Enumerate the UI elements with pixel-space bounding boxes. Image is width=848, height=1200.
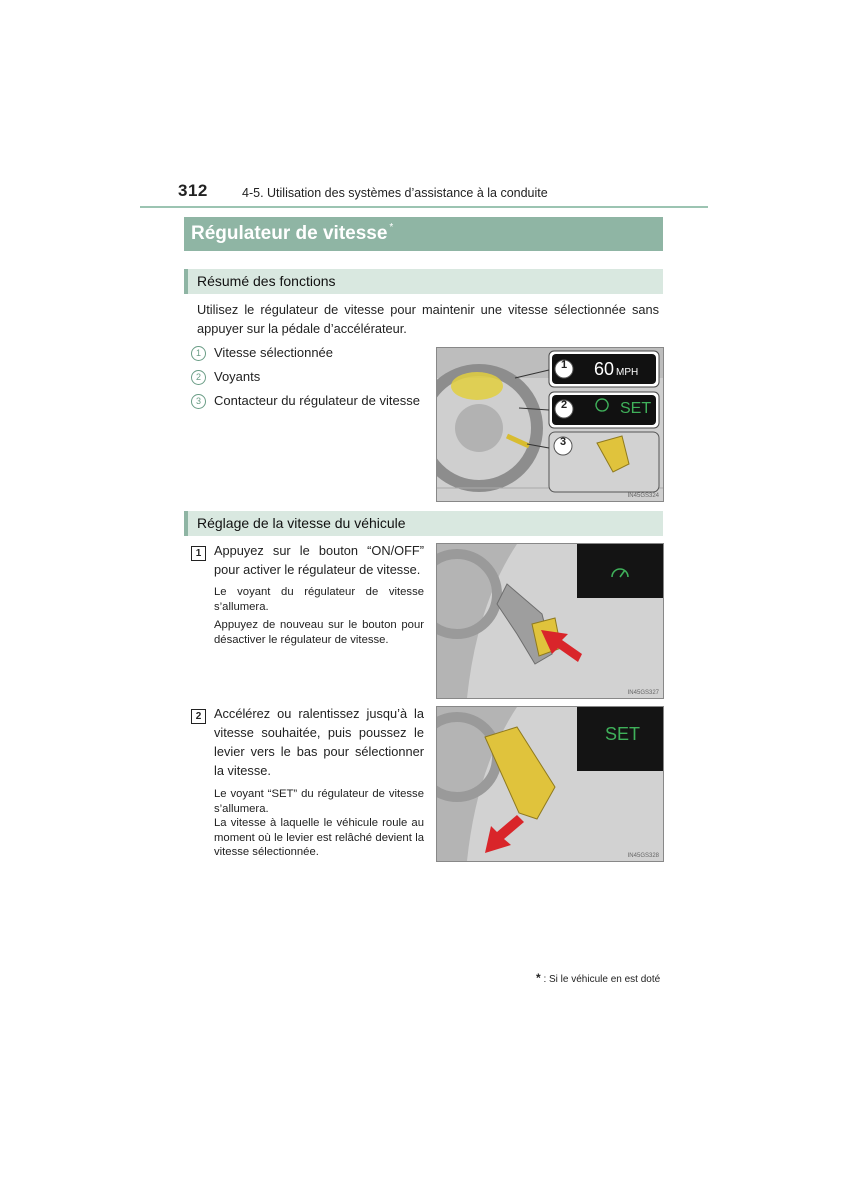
list-item-label: Voyants [214,369,261,384]
speed-value: 60 [594,359,615,379]
step-note: Le voyant du régulateur de vitesse s’allumera. [214,586,424,613]
section-heading: Réglage de la vitesse du véhicule [197,515,406,531]
footnote-text: : Si le véhicule en est doté [543,974,661,985]
step-note: Le voyant “SET” du régulateur de vitesse s’allumera. [214,788,424,815]
header-divider [140,206,708,208]
speed-unit: MPH [616,367,639,378]
step-note: Appuyez de nouveau sur le bouton pour désactiver le régulateur de vitesse. [214,619,424,646]
page-number: 312 [178,181,208,200]
set-indicator: SET [605,724,641,744]
section-heading-bar [184,511,663,536]
page-title [191,222,393,245]
callout-2: 2 [560,399,568,411]
cockpit-illustration [436,347,664,502]
lever-press-illustration [436,543,664,699]
lever-push-down-illustration [436,706,664,862]
set-indicator: SET [620,400,652,417]
callout-3: 3 [559,436,567,448]
callout-number: 3 [191,394,206,409]
illustration-code: IN45GS327 [627,690,659,696]
section-heading: Résumé des fonctions [197,273,336,289]
list-item [191,345,333,361]
step-note: La vitesse à laquelle le véhicule roule au moment où le levier est relâché devient la vitesse sélectionnée. [214,817,424,858]
page-title-text: Régulateur de vitesse [191,223,388,244]
callout-number: 2 [191,370,206,385]
list-item-label: Vitesse sélectionnée [214,345,334,360]
step-number: 1 [191,546,206,561]
step-text: Appuyez sur le bouton “ON/OFF” pour activer le régulateur de vitesse. [214,543,424,577]
step-number: 2 [191,709,206,724]
selected-speed-readout [594,359,638,380]
list-item [191,369,260,385]
callout-number: 1 [191,346,206,361]
step-text: Accélérez ou ralentissez jusqu’à la vitesse souhaitée, puis poussez le levier vers le bas pour sélectionner la vitesse. [214,706,424,778]
illustration-code: IN45GS328 [627,853,659,859]
footnote [536,971,660,985]
callout-1: 1 [560,359,568,371]
list-item-label: Contacteur du régulateur de vitesse [214,393,420,408]
footnote-mark: * [389,222,394,233]
section-heading-bar [184,269,663,294]
step-number-box [191,706,206,724]
step-number-box [191,543,206,561]
footnote-mark: * [536,971,541,985]
page-title-bar [184,217,663,251]
intro-paragraph: Utilisez le régulateur de vitesse pour maintenir une vitesse sélectionnée sans appuyer sur la pédale d’accélérateur. [197,302,659,336]
illustration-code: IN45GS324 [627,493,659,499]
list-item [191,393,420,409]
chapter-title: 4-5. Utilisation des systèmes d’assistance à la conduite [242,186,548,200]
